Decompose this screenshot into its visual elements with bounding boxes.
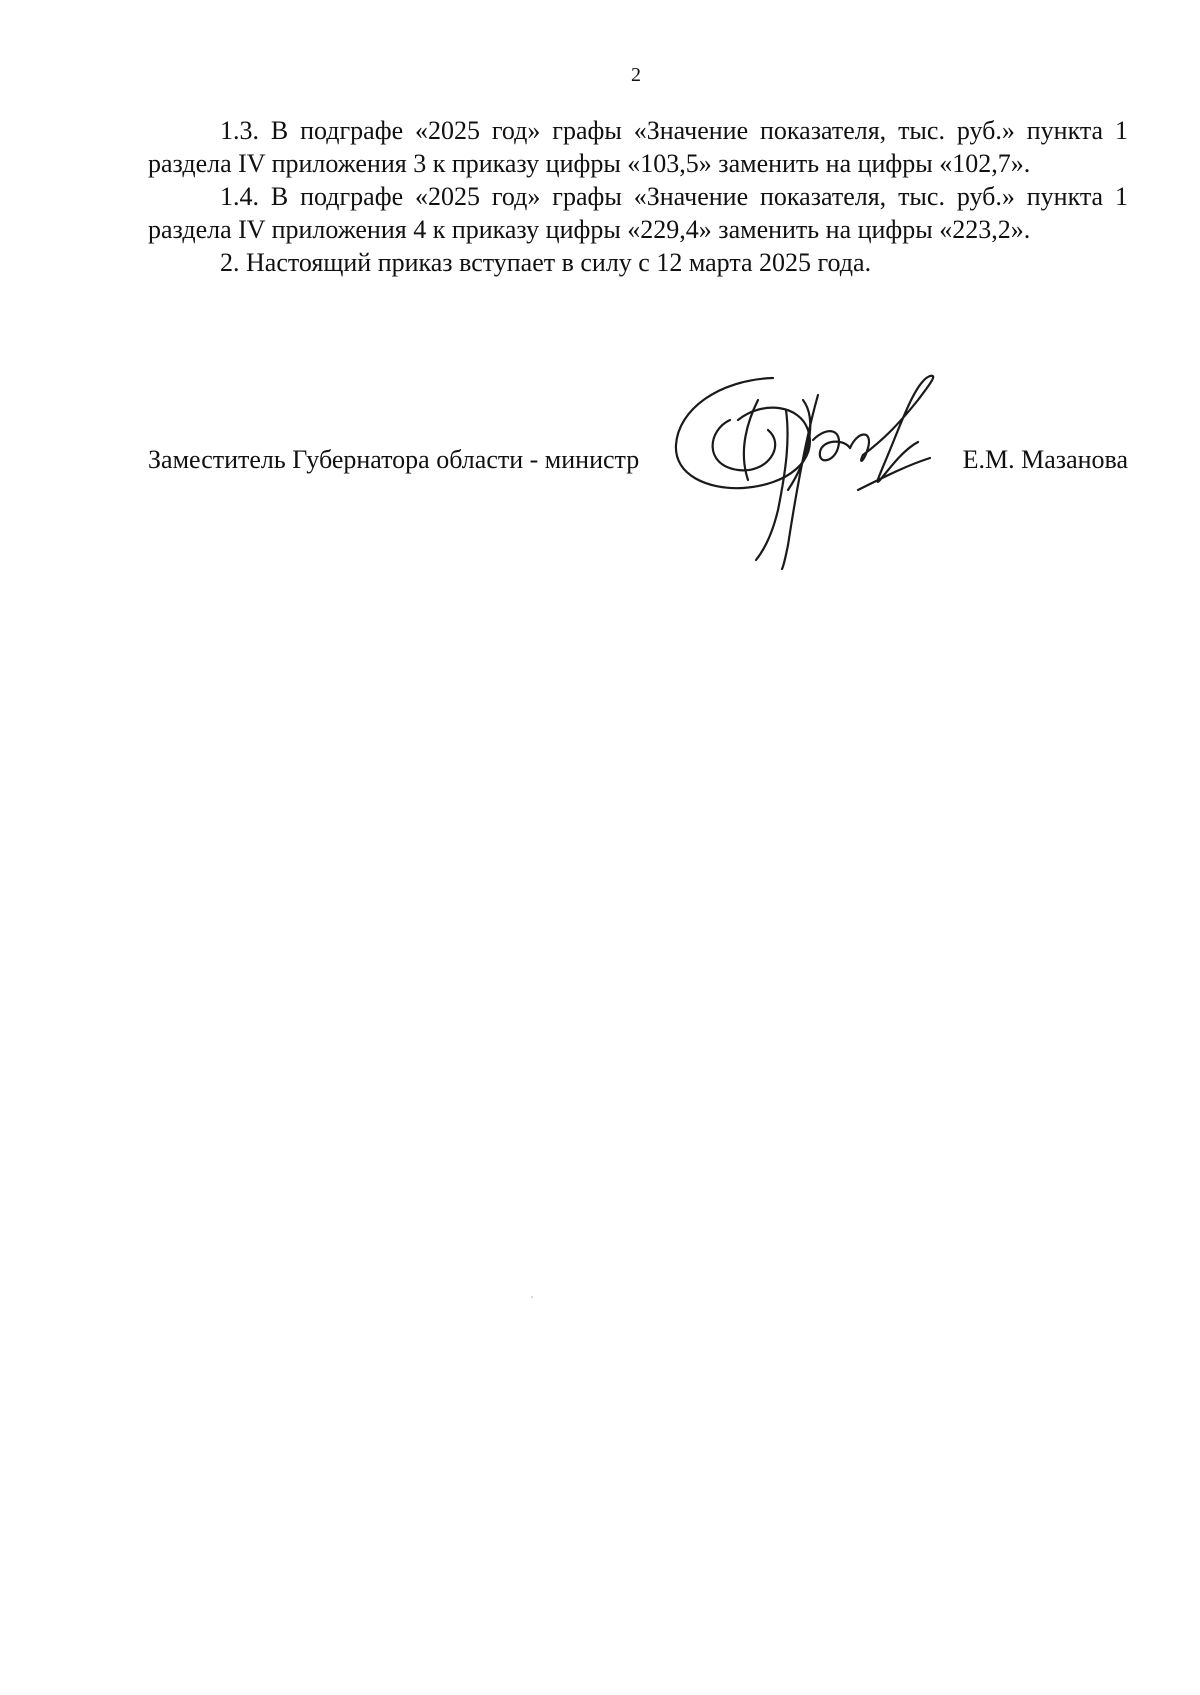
- signer-title: Заместитель Губернатора области - министр: [148, 445, 640, 474]
- paragraph-2: 2. Настоящий приказ вступает в силу с 12 марта 2025 года.: [220, 248, 872, 277]
- signer-name: Е.М. Мазанова: [962, 445, 1128, 474]
- paragraph-1-4: 1.4. В подграфе «2025 год» графы «Значение показателя, тыс. руб.» пункта 1 раздела IV приложения 4 к приказу цифры «229,4» заменить на цифры «223,2».: [148, 182, 1128, 244]
- paragraph-1-3: 1.3. В подграфе «2025 год» графы «Значение показателя, тыс. руб.» пункта 1 раздела IV приложения 3 к приказу цифры «103,5» заменить на цифры «102,7».: [148, 116, 1128, 178]
- handwritten-signature: [668, 370, 968, 570]
- document-body: [148, 114, 1128, 279]
- scan-artifact: [531, 1296, 533, 1298]
- page-number: 2: [631, 64, 641, 86]
